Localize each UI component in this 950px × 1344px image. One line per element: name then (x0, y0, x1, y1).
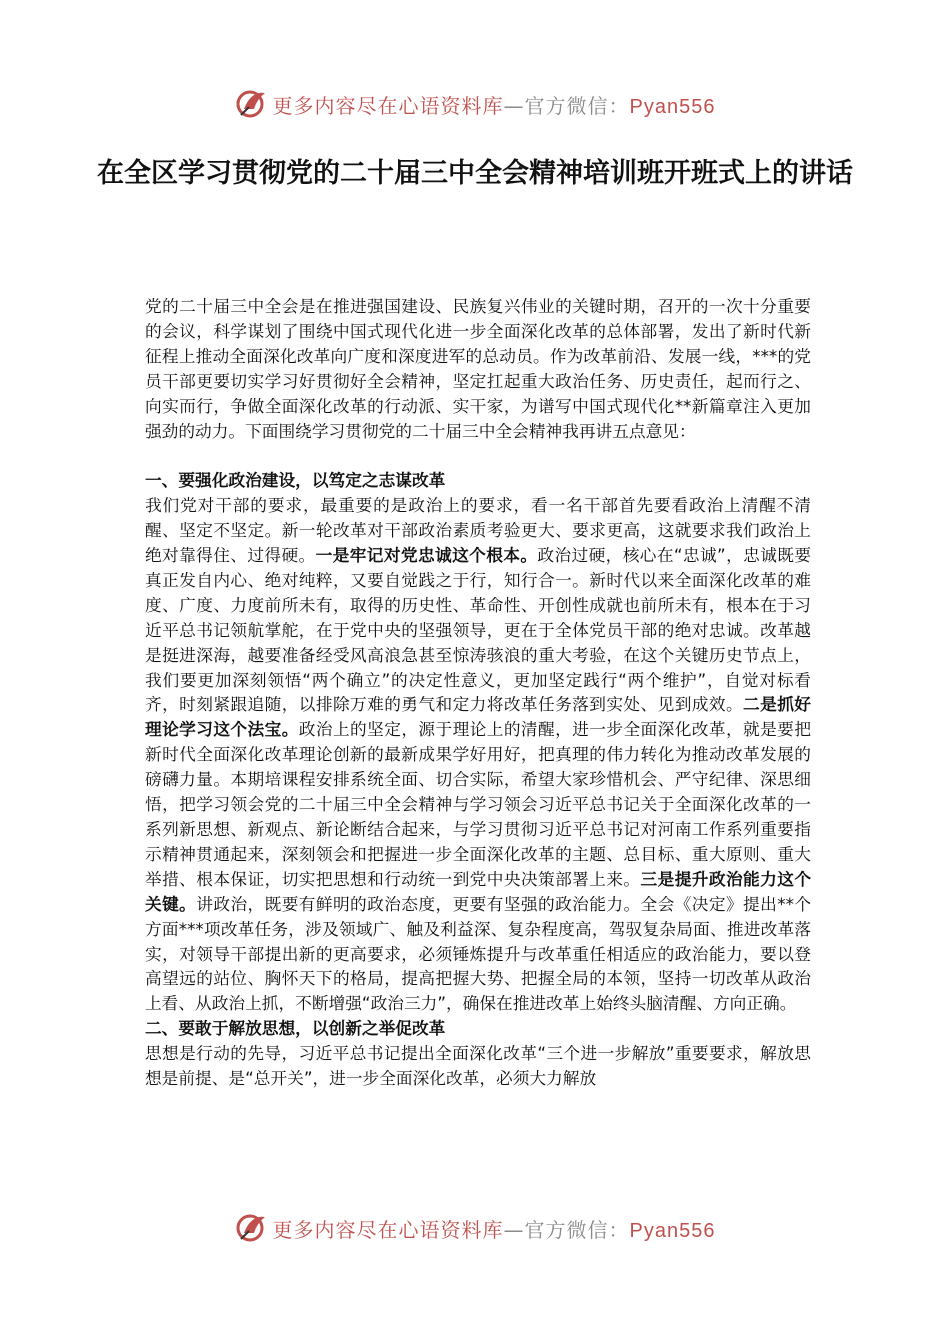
section-heading-1: 一、要强化政治建设，以笃定之志谋改革 (145, 470, 446, 491)
document-title: 在全区学习贯彻党的二十届三中全会精神培训班开班式上的讲话 (97, 158, 853, 189)
point-heading-1: 一是牢记对党忠诚这个根本。 (315, 545, 538, 566)
intro-paragraph: 党的二十届三中全会是在推进强国建设、民族复兴伟业的关键时期，召开的一次十分重要的会议，科学谋划了围绕中国式现代化进一步全面深化改革的总体部署，发出了新时代新征程上推动全面深化改革向广度和深度进军的总动员。作为改革前沿、发展一线，***的党员干部更要切实学习好贯彻好全会精神，坚定扛起重大政治任务、历史责任，起而行之、向实而行，争做全面深化改革的行动派、实干家，为谱写中国式现代化**新篇章注入更加强劲的动力。下面围绕学习贯彻党的二十届三中全会精神我再讲五点意见： (145, 296, 811, 441)
footer-banner (0, 1208, 950, 1248)
header-banner (0, 84, 950, 124)
banner-text: 更多内容尽在心语资料库—官方微信：Pyan556 (272, 1217, 716, 1242)
brand-logo-icon (235, 1211, 269, 1245)
point-heading-3: 三是提升政治能力这个关键。 (145, 868, 812, 914)
point-heading-2: 二是抓好理论学习这个法宝。 (145, 694, 811, 740)
banner-text: 更多内容尽在心语资料库—官方微信：Pyan556 (272, 93, 716, 118)
section1-paragraph: 我们党对干部的要求，最重要的是政治上的要求，看一名干部首先要看政治上清醒不清醒、坚定不坚定。新一轮改革对干部政治素质考验更大、要求更高，这就要求我们政治上绝对靠得住、过得硬。一是牢记对党忠诚这个根本。政治过硬，核心在“忠诚”，忠诚既要真正发自内心、绝对纯粹，又要自觉践之于行，知行合一。新时代以来全面深化改革的难度、广度、力度前所未有，取得的历史性、革命性、开创性成就也前所未有，根本在于习近平总书记领航掌舵，在于党中央的坚强领导，更在于全体党员干部的绝对忠诚。改革越是挺进深海，越要准备经受风高浪急甚至惊涛骇浪的重大考验，在这个关键历史节点上，我们要更加深刻领悟“两个确立”的决定性意义，更加坚定践行“两个维护”，自觉对标看齐，时刻紧跟追随，以排除万难的勇气和定力将改革任务落到实处、见到成效。二是抓好理论学习这个法宝。政治上的坚定，源于理论上的清醒，进一步全面深化改革，就是要把新时代全面深化改革理论创新的最新成果学好用好，把真理的伟力转化为推动改革发展的磅礴力量。本期培课程安排系统全面、切合实际，希望大家珍惜机会、严守纪律、深思细悟，把学习领会党的二十届三中全会精神与学习领会习近平总书记关于全面深化改革的一系列新思想、新观点、新论断结合起来，与学习贯彻习近平总书记对河南工作系列重要指示精神贯通起来，深刻领会和把握进一步全面深化改革的主题、总目标、重大原则、重大举措、根本保证，切实把思想和行动统一到党中央决策部署上来。三是提升政治能力这个关键。讲政治，既要有鲜明的政治态度，更要有坚强的政治能力。全会《决定》提出**个方面***项改革任务，涉及领域广、触及利益深、复杂程度高，驾驭复杂局面、推进改革落实，对领导干部提出新的更高要求，必须锤炼提升与改革重任相适应的政治能力，要以登高望远的站位、胸怀天下的格局，提高把握大势、把握全局的本领，坚持一切改革从政治上看、从政治上抓，不断增强“政治三力”，确保在推进改革上始终头脑清醒、方向正确。 (145, 495, 812, 1014)
section2-paragraph: 思想是行动的先导，习近平总书记提出全面深化改革“三个进一步解放”重要要求，解放思想是前提、是“总开关”，进一步全面深化改革，必须大力解放 (145, 1043, 811, 1089)
section-heading-2: 二、要敢于解放思想，以创新之举促改革 (145, 1018, 446, 1039)
document-body (145, 294, 811, 1091)
brand-logo-icon (235, 87, 269, 121)
